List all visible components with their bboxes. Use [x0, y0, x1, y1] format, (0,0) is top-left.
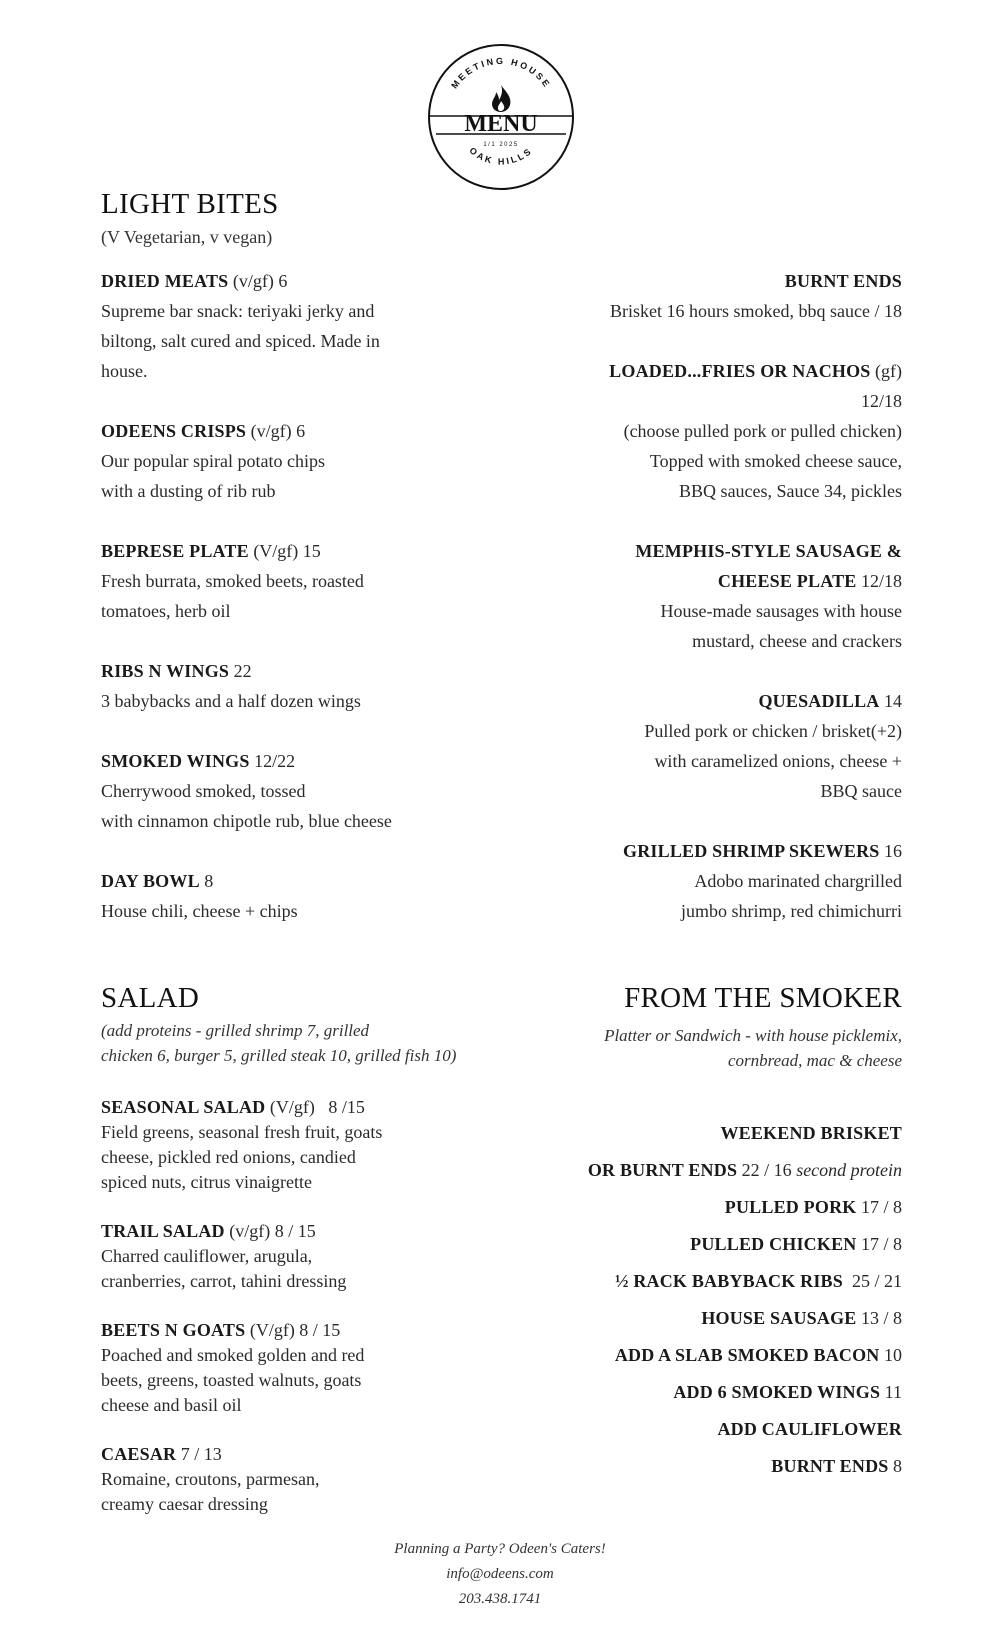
item-desc: BBQ sauce [820, 781, 902, 801]
note-line: (add proteins - grilled shrimp 7, grilled [101, 1021, 370, 1040]
smoker-item-smoked-wings [462, 1374, 902, 1411]
item-price: (v/gf) 8 / 15 [224, 1221, 316, 1241]
smoker-list [462, 1115, 902, 1485]
item-desc: Charred cauliflower, arugula, [101, 1246, 313, 1266]
item-desc: biltong, salt cured and spiced. Made in [101, 331, 380, 351]
logo-bottom-text: OAK HILLS [467, 145, 535, 167]
item-desc: Topped with smoked cheese sauce, [649, 451, 902, 471]
menu-item-loaded-fries-nachos [462, 356, 902, 506]
logo-date: 1/1 2025 [483, 142, 519, 148]
item-desc: with caramelized onions, cheese + [654, 751, 902, 771]
menu-item-quesadilla [462, 686, 902, 806]
smoker-item-pulled-chicken [462, 1226, 902, 1263]
item-price: 12/18 [856, 571, 902, 591]
item-name: GRILLED SHRIMP SKEWERS [623, 841, 880, 861]
item-desc: BBQ sauces, Sauce 34, pickles [679, 481, 902, 501]
item-price: 14 [879, 691, 902, 711]
item-desc: with a dusting of rib rub [101, 481, 276, 501]
item-name: BEPRESE PLATE [101, 541, 249, 561]
item-desc: Brisket 16 hours smoked, bbq sauce / 18 [610, 301, 902, 321]
smoker-item-house-sausage [462, 1300, 902, 1337]
item-price: 16 [879, 841, 902, 861]
item-name: ADD CAULIFLOWER [717, 1419, 902, 1439]
item-desc: mustard, cheese and crackers [692, 631, 902, 651]
diet-legend: (V Vegetarian, v vegan) [101, 227, 273, 247]
item-name: ADD A SLAB SMOKED BACON [614, 1345, 880, 1365]
menu-item-grilled-shrimp-skewers [462, 836, 902, 926]
item-name: CAESAR [101, 1444, 177, 1464]
logo-top-text: MEETING HOUSE [449, 55, 553, 91]
item-price: 12/18 [860, 391, 902, 411]
item-price: (V/gf) 8 /15 [265, 1097, 365, 1117]
item-price: 17 / 8 [856, 1197, 902, 1217]
item-desc: Romaine, croutons, parmesan, [101, 1469, 320, 1489]
item-name: HOUSE SAUSAGE [701, 1308, 857, 1328]
svg-text:OAK HILLS [467, 145, 534, 166]
item-name: MEMPHIS-STYLE SAUSAGE & [635, 541, 902, 561]
item-name: SMOKED WINGS [101, 751, 250, 771]
smoker-item-smoked-bacon [462, 1337, 902, 1374]
item-price: 10 [879, 1345, 902, 1365]
item-price: 8 [199, 871, 214, 891]
item-desc: cranberries, carrot, tahini dressing [101, 1271, 347, 1291]
item-price: 13 / 8 [856, 1308, 902, 1328]
item-desc: (choose pulled pork or pulled chicken) [623, 421, 902, 441]
smoker-item-pulled-pork [462, 1189, 902, 1226]
item-name: LOADED...FRIES OR NACHOS [609, 361, 871, 381]
menu-item-burnt-ends [462, 266, 902, 326]
light-bites-section [101, 188, 541, 248]
item-price: 7 / 13 [176, 1444, 222, 1464]
item-price: 22 / 16 [737, 1160, 797, 1180]
item-desc: Supreme bar snack: teriyaki jerky and [101, 301, 375, 321]
item-desc: Field greens, seasonal fresh fruit, goats [101, 1122, 383, 1142]
item-name: ODEENS CRISPS [101, 421, 247, 441]
item-name: ADD 6 SMOKED WINGS [673, 1382, 881, 1402]
contact-phone[interactable]: 203.438.1741 [458, 1591, 542, 1607]
item-note: second protein [796, 1160, 902, 1180]
catering-tagline: Planning a Party? Odeen's Caters! [394, 1541, 606, 1557]
item-desc: with cinnamon chipotle rub, blue cheese [101, 811, 392, 831]
item-price: (V/gf) 8 / 15 [245, 1320, 341, 1340]
item-name: DAY BOWL [101, 871, 200, 891]
item-price: 17 / 8 [856, 1234, 902, 1254]
meeting-house-logo [426, 42, 576, 192]
item-price: 12/22 [249, 751, 296, 771]
item-desc: House-made sausages with house [660, 601, 902, 621]
item-desc: 3 babybacks and a half dozen wings [101, 691, 361, 711]
logo-title: MENU [464, 111, 538, 137]
item-desc: Adobo marinated chargrilled [694, 871, 902, 891]
item-desc: Fresh burrata, smoked beets, roasted [101, 571, 364, 591]
item-price: 22 [229, 661, 252, 681]
smoker-item-add-burnt-ends [462, 1448, 902, 1485]
smoker-item-burnt-ends [462, 1152, 902, 1189]
item-price: (V/gf) 15 [248, 541, 321, 561]
item-name: WEEKEND BRISKET [720, 1123, 902, 1143]
section-title-from-the-smoker: FROM THE SMOKER [624, 982, 902, 1014]
item-name: QUESADILLA [758, 691, 880, 711]
note-line: chicken 6, burger 5, grilled steak 10, grilled fish 10) [101, 1046, 457, 1065]
smoker-item-add-cauliflower [462, 1411, 902, 1448]
item-tag: (gf) [870, 361, 902, 381]
section-title-salad: SALAD [101, 982, 200, 1014]
menu-item-memphis-sausage-plate [462, 536, 902, 656]
item-name: BURNT ENDS [784, 271, 902, 291]
section-title-light-bites: LIGHT BITES [101, 188, 279, 220]
contact-email[interactable]: info@odeens.com [446, 1566, 554, 1582]
item-desc: creamy caesar dressing [101, 1494, 268, 1514]
item-price: (v/gf) 6 [228, 271, 288, 291]
item-name: TRAIL SALAD [101, 1221, 225, 1241]
item-name: ½ RACK BABYBACK RIBS [614, 1271, 843, 1291]
note-line: Platter or Sandwich - with house picklemix, [604, 1026, 902, 1045]
catering-footer [0, 1537, 1000, 1612]
item-desc: Our popular spiral potato chips [101, 451, 325, 471]
smoker-item-weekend-brisket [462, 1115, 902, 1152]
item-name: CHEESE PLATE [717, 571, 857, 591]
note-line: cornbread, mac & cheese [727, 1051, 902, 1070]
light-bites-right-list [462, 266, 902, 926]
item-desc: cheese and basil oil [101, 1395, 242, 1415]
item-name: PULLED PORK [724, 1197, 857, 1217]
item-name: SEASONAL SALAD [101, 1097, 266, 1117]
item-price: 25 / 21 [842, 1271, 902, 1291]
item-desc: beets, greens, toasted walnuts, goats [101, 1370, 362, 1390]
svg-text:MEETING HOUSE [449, 56, 553, 90]
flame-icon [492, 85, 510, 112]
smoker-item-babyback-ribs [462, 1263, 902, 1300]
item-name: BEETS N GOATS [101, 1320, 246, 1340]
item-desc: Cherrywood smoked, tossed [101, 781, 306, 801]
item-name: PULLED CHICKEN [690, 1234, 857, 1254]
item-name: RIBS N WINGS [101, 661, 230, 681]
item-name: OR BURNT ENDS [587, 1160, 738, 1180]
item-price: 11 [880, 1382, 902, 1402]
item-price: 8 [888, 1456, 902, 1476]
item-desc: house. [101, 361, 148, 381]
item-desc: jumbo shrimp, red chimichurri [681, 901, 902, 921]
item-desc: tomatoes, herb oil [101, 601, 231, 621]
item-desc: spiced nuts, citrus vinaigrette [101, 1172, 312, 1192]
item-desc: Pulled pork or chicken / brisket(+2) [644, 721, 902, 741]
item-desc: cheese, pickled red onions, candied [101, 1147, 356, 1167]
item-desc: House chili, cheese + chips [101, 901, 298, 921]
item-desc: Poached and smoked golden and red [101, 1345, 365, 1365]
item-price: (v/gf) 6 [246, 421, 306, 441]
smoker-note [462, 1023, 902, 1073]
item-name: DRIED MEATS [101, 271, 229, 291]
item-name: BURNT ENDS [771, 1456, 889, 1476]
smoker-section [462, 982, 902, 1073]
